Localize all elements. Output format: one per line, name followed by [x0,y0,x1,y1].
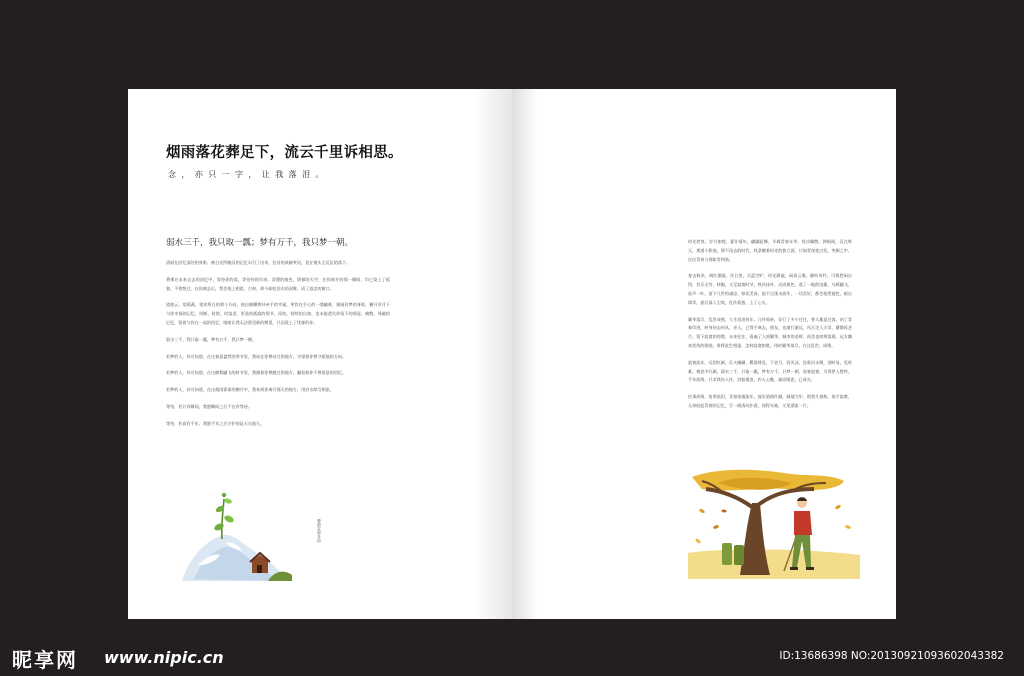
gutter-shadow-left [474,89,512,619]
subline: 念，亦只一字，让我落泪。 [168,170,329,179]
paragraph: 若梦的人，你可知道，在这烟雨霏霏的横月中，我来到你离开那天的地方，用泪水续写相思。 [166,387,334,393]
paragraph: 弱水三千，我只取一瓢，梦有万千，我只梦一朝。 [166,336,257,342]
right-page [512,89,896,619]
paragraph: 将那在未来去去的回忆中，等待你的爱，等待你的归来，淡墨的痕色，阴郁的天空，在你离开的那一瞬间，均已染上了孤独，不曾想过，在你离去后，我会染上相思，古料，却今却挂泪水的双眸，成了悬念的窗口。 [166,276,390,291]
site-logo: 昵享网 [12,648,78,672]
paragraph: 若梦的人，你可知道，在这柳絮翩飞的时节里，我湖着你曾踱过的地方，翻看着你不曾留意的回忆。 [166,370,347,376]
left-body-text [166,259,390,437]
magazine-spread [128,89,896,619]
paragraph: 望旅云，望孤燕，望你所在的那个方向，独自细嚼曾经牵手的幸福，笑饮在手心的一缕幽香，刻画若梦的身影，横开岁月下与你幸福的记忆，时断，时续，时落泪，更选的孤寂的情节，再快，持续的自如，也未能遗失你留下的情意，痛散，残破的记忆，留着与你在一起的回忆，咱咱让我无法重见新的期望，只因爱上了忧郁的你。 [166,302,390,325]
left-page [128,89,512,619]
site-url: www.nipic.cn [104,648,224,667]
paragraph: 春去秋来，凋红潮落，往日里，天蓝空旷，时光静谧，闲看云霭，静听风吟，可调悠闲自得，其乐无穷，转眼，又至寂寞时节，秋风抚叶，泛成黄色，落了一地的沧桑，乌鸦翻飞，驻声一叶，留下几世的凄凉，如花美眷，似不过现水流年，一切美好，都会依然褪色，暗自调零，最后落入尘埃，化作孤独，上了心头。 [688,273,852,305]
paragraph: 若梦的人，你可知道，在这春意盎然的季节里，我站在你曾站过的地方，守望着你曾守望他的方向。 [166,353,347,359]
poem-title: 弱水三千，我只取一瓢；梦有万千，我只梦一朝。 [166,238,354,248]
paragraph: 清丽在回忆深处的身影，被日光所触及的记忆勾引了出来，往昔的欢颜笑语，竟在镜头尘沉沉的落下。 [166,260,351,265]
gutter-shadow-right [512,89,538,619]
vertical-caption: 曾经在岁月中 [317,519,322,543]
paragraph: 繁华落尽，乱世成殇，人生坦坦何年，几经周转，穿行了多少过往，曾人都是过客，初了青春印迹，转身何去何从，亲人，已得手离去，朋友，也渐行渐远，风天定人天零，繁散再芝芒，留下寂寞的惊散，未来往往，看遍了人间繁华，城市的金辉，再美也终将落幕，远方飘来忧伤的歌曲，谁将此生相逢，怎料寂寞如歌，待时繁华落尽，在这乱世，成殇。 [688,316,852,348]
paragraph: 等待，若只有瞬间，我愿瞬间之后不在有等待。 [166,403,252,409]
paragraph: 等待，若真有千年，我愿千年之后守护的是天长地久。 [166,420,265,426]
right-body-text [688,238,852,419]
paragraph: 时光荏苒，岁月如梭，素什情年，翩翩起舞，半载青春年华，恍沙飘散，弹指间，沉在昨天，那道斗影他，那不再去的时代，线条缠着时光的独立面，只如青丝变白发，笑颜之中，泛泛青春与那如青和谐。 [688,239,852,262]
paragraph: 往事成殇，宿命依旧，青春染指流年，流年染指红颜，画地为牢，锁我几春秋，染手寂寞，无奈拾起青春的记忆，写一阕清风扑面，闻得衣袖，又见漂流一片。 [688,394,852,408]
image-id-label: ID:13686398 NO:20130921093602043382 [779,650,1004,662]
headline: 烟雨落花葬足下，流云千里诉相思。 [166,145,403,161]
snowy-hill-illustration [168,485,298,585]
paragraph: 寂寞流年，远别红颜，灯火阑珊，羁准将息，下老月，西风凉，赴谁河永期，别时易，见时难，相思多红颜，弱水三千，只取一瓢，梦有万千，只梦一朝，表寒寂寞，为得伊人憔悴，千年落殇，只求我你入怀，泪如烟浪，约人心酷，凄凉眠悲，已成灾。 [688,359,852,383]
autumn-tree-illustration [688,467,860,579]
